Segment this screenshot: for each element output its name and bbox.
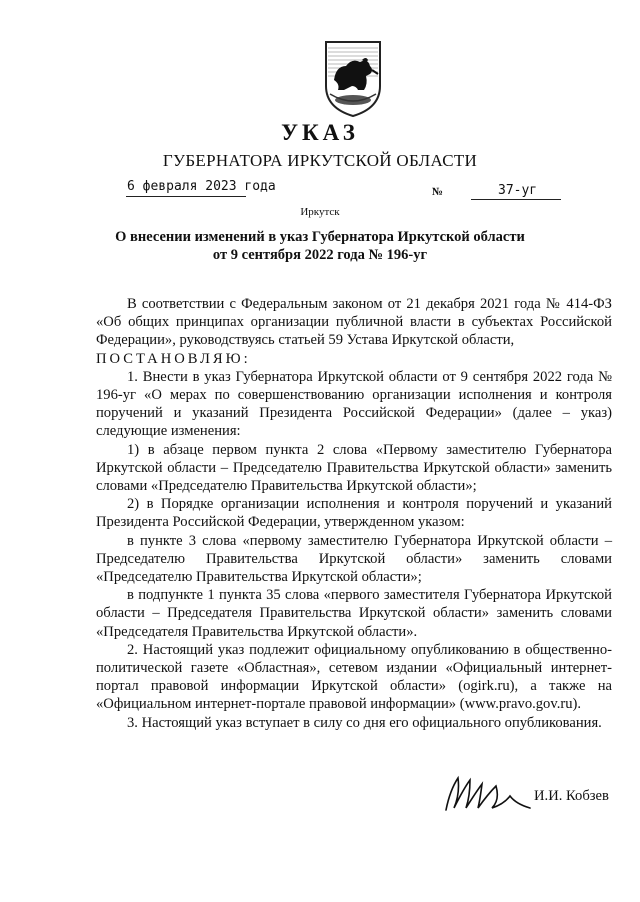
document-title: УКАЗ: [281, 120, 359, 145]
date-underline: [126, 196, 246, 197]
document-number: 37-уг: [498, 183, 538, 198]
document-heading: [100, 228, 540, 264]
document-date: 6 февраля 2023 года: [127, 179, 276, 194]
paragraph: 2. Настоящий указ подлежит официальному опубликованию в общественно-политической газете «Областная», сетевом издании «Официальный интернет-портал правовой информации Иркутской области» (ogirk.ru), а также на «Официальном интернет-портале правовой информации» (www.pravo.gov.ru).: [96, 641, 612, 713]
paragraph: 1) в абзаце первом пункта 2 слова «Первому заместителю Губернатора Иркутской области – Председателю Правительства Иркутской области» заменить словами «Председателю Правительства Иркутской области»;: [96, 441, 612, 495]
irkutsk-coat-of-arms-icon: [322, 40, 384, 118]
signatory-name: И.И. Кобзев: [534, 788, 609, 804]
paragraph: 2) в Порядке организации исполнения и контроля поручений и указаний Президента Российской Федерации, утвержденном указом:: [96, 496, 612, 531]
heading-line-2: от 9 сентября 2022 года № 196-уг: [212, 247, 428, 263]
number-label: №: [432, 186, 444, 198]
paragraph: в пункте 3 слова «первому заместителю Губернатора Иркутской области – Председателю Правительства Иркутской области» заменить словами «Председателю Правительства Иркутской области»;: [96, 532, 612, 586]
paragraph: 3. Настоящий указ вступает в силу со дня его официального опубликования.: [127, 714, 602, 731]
heading-line-1: О внесении изменений в указ Губернатора Иркутской области: [115, 229, 525, 245]
number-underline: [471, 199, 561, 200]
document-city: Иркутск: [300, 206, 340, 218]
paragraph-decree: ПОСТАНОВЛЯЮ:: [96, 350, 251, 367]
document-subtitle: ГУБЕРНАТОРА ИРКУТСКОЙ ОБЛАСТИ: [162, 151, 478, 170]
document-body: [96, 295, 612, 732]
paragraph: В соответствии с Федеральным законом от 21 декабря 2021 года № 414-ФЗ «Об общих принципах организации публичной власти в субъектах Российской Федерации», руководствуясь статьей 59 Устава Иркутской области,: [96, 296, 612, 349]
paragraph: в подпункте 1 пункта 35 слова «первого заместителя Губернатора Иркутской области – Председателя Правительства Иркутской области» заменить словами «Председателя Правительства Иркутской области».: [96, 587, 612, 640]
paragraph: 1. Внести в указ Губернатора Иркутской области от 9 сентября 2022 года № 196-уг «О мерах по совершенствованию организации исполнения и контроля поручений и указаний Президента Российской Федерации» (далее – указ) следующие изменения:: [96, 368, 612, 440]
